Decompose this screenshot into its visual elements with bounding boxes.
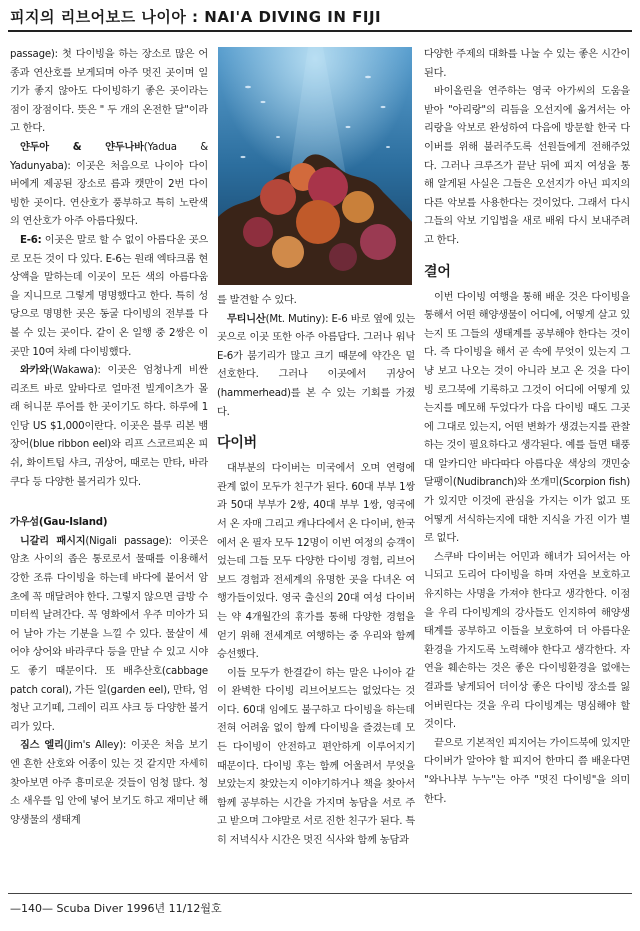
page-footer: —140— Scuba Diver 1996년 11/12월호: [10, 902, 222, 915]
left-paragraph-6: [10, 737, 208, 830]
mid-paragraph-1-text: (Mt. Mutiny): E-6 바로 옆에 있는 곳으로 이곳 또한 아주 아름답다. 그러나 워낙 E-6가 붐기리가 많고 크기 때문에 약간은 덜 선호한다. 그러나 이곳에서 귀상어(hammerhead)를 본 수 있는 기회를 가졌다.: [217, 313, 415, 418]
coral-reef-illustration: [218, 47, 412, 285]
section-gau-island: 가우섬(Gau-Island): [10, 517, 108, 529]
section-divers: 다이버: [217, 435, 257, 452]
right-paragraph-2: 바이올린을 연주하는 영국 아가씨의 도움을 받아 "아리랑"의 리듬을 오선지에 옮겨서는 아리랑을 악보로 완성하여 다음에 방문할 한국 다이버를 위해 불러주도록 선원들에게 전해주었다. 그러나 크루즈가 끝난 뒤에 피지 여성을 통해 알게된 사실은 그들은 오선지가 아닌 피지의 다른 악보를 사용한다는 것이었다. 그래서 다시 그들의 악보 기입법을 새로 배워 다시 보내주려고 한다.: [424, 86, 630, 246]
right-paragraph-4: 스쿠바 다이버는 어민과 해녀가 되어서는 아니되고 도리어 다이빙을 하며 자연을 보호하고 유지하는 사명을 가져야 한다고 생각한다. 이점을 우리 다이빙계의 강사들도 인지하여 해양생태계를 공부하고 이들을 보호하여 더 아름다운 환경을 가지도록 노력해야 한다고 생각한다. 자연을 훼손하는 것은 좋은 다이빙환경을 없애는 결과를 낳게되어 더이상 좋은 다이빙 장소를 잃어버린다는 것을 우리 다이빙계는 명심해야 할 것이다.: [424, 551, 630, 731]
site-name-yadua: 얀두아 & 얀두나바: [20, 141, 144, 153]
right-paragraph-5: 끝으로 기본적인 피지어는 가이드북에 있지만 다이버가 알아야 할 피지어 한마디 쯤 배운다면 "와나나부 누누"는 아주 "멋진 다이빙"을 의미한다.: [424, 737, 630, 805]
left-paragraph-2: [10, 139, 208, 232]
coral-reef-photo: [218, 47, 412, 285]
site-name-nigali: 니갈리 패시지: [20, 535, 86, 547]
left-paragraph-4-text: (Wakawa): 이곳은 엄청나게 비싼 리조트 바로 앞바다로 얼마전 빌게이츠가 몰래 허니문 루어를 한 곳이기도 하다. 하루에 1인당 US $1,000이란다. 이곳은 블루 리본 뱀장어(blue ribbon eel)와 리프 스코르피온 피쉬, 화이트팁 샤크, 귀상어, 때로는 만타, 바라쿠다 등 다양한 볼거리가 있다.: [10, 365, 208, 488]
right-paragraph-1: 다양한 주제의 대화를 나눌 수 있는 좋은 시간이 된다.: [424, 49, 630, 79]
middle-column: [217, 292, 415, 856]
site-name-mutiny: 무티니산: [227, 313, 266, 325]
mid-paragraph-1: [217, 311, 415, 423]
header-title: 피지의 리브어보드 나이아 : NAI'A DIVING IN FIJI: [10, 8, 382, 26]
left-paragraph-6-text: (Jim's Alley): 이곳은 처음 보기엔 흔한 산호와 어종이 있는 것 같지만 자세히 찾아보면 아주 흥미로운 것들이 엄청 많다. 청소 새우를 입 안에 넣어 보기도 하고 재미난 해양생물의 생태계: [10, 740, 208, 826]
right-paragraph-3: 이번 다이빙 여행을 통해 배운 것은 다이빙을 통해서 어떤 해양생물이 어디에, 어떻게 살고 있는지 또 그들의 생태계를 공부해야 한다는 것이다. 즉 다이빙을 해서 곧 속에 무엇이 있는지 그냥 보고 나오는 것이 아니라 보고 온 것을 다이빙 로그북에 기록하고 그것이 어디에 어떻게 있는지를 메모해 두었다가 다음 다이빙 때도 그곳에 그대로 있는지, 어떤 변화가 생겼는지를 관찰하는 것이 필요하다고 생각된다. 예를 들면 태풍대 알카디안 바다따다 아름다운 색상의 갯민숭 달팽이(Nudibranch)와 쏘개미(Scorpion fish)가 있지만 이것에 관심을 가지는 이가 없고 또 어떻게 서식하는지에 대한 지식을 가진 이가 별로 없다.: [424, 291, 630, 545]
left-paragraph-5-text: (Nigali passage): 이곳은 암초 사이의 좁은 통로로서 물때를 이용해서 강한 조류 다이빙을 하는데 바다에 붙어서 암초에 꼭 매달려야 한다. 그렇지 않으면 급방 수 미터씩 날려간다. 꼭 영화에서 우주 미아가 되어 날아 가는 기분을 느낄 수 있다. 물살이 세어야 상어와 바라쿠다 등을 만날 수 있고 시야도 좋기 때문이다. 또 배추산호(cabbage patch coral), 가든 일(garden eel), 만타, 엄청난 고기떼, 그레이 리프 샤크 등 다양한 볼거리가 있다.: [10, 535, 208, 733]
left-paragraph-3-text: 이곳은 말로 할 수 없이 아름다운 곳으로 모든 것이 다 있다. E-6는 원래 엑타크롬 현상액을 말하는데 이곳이 모든 색의 아름다움을 지니므로 그렇게 명명했다고 한다. 특히 성당으로 명명한 곳은 동굴 다이빙의 전부를 다 볼 수 있는 곳이다. 같이 온 일행 중 2쌍은 이곳만 10여 차례 다이빙했다.: [10, 234, 208, 358]
left-paragraph-5: [10, 533, 208, 738]
left-paragraph-4: [10, 362, 208, 492]
site-name-e6: E-6:: [20, 234, 42, 246]
section-conclusion: 결어: [424, 263, 451, 280]
right-column: [424, 46, 630, 856]
site-name-wakawa: 와카와: [20, 365, 49, 377]
left-paragraph-2-text: (Yadua & Yadunyaba): 이곳은 처음으로 나이아 다이버에게 제공된 장소로 름과 캣만이 2번 다이빙한 곳이다. 연산호가 풍부하고 특히 노란색의 연산호가 아주 아름다웠다.: [10, 141, 208, 228]
left-paragraph-1: passage): 첫 다이빙을 하는 장소로 많은 어종과 연산호를 보게되며 아주 멋진 곳이며 일기가 좋지 않아도 다이빙하기 좋은 곳이라는 점이 장점이다. 뜻은 " 두 개의 온전한 달"이라고 한다.: [10, 49, 208, 135]
left-paragraph-3: [10, 232, 208, 362]
page-header: [0, 0, 640, 42]
left-column: [10, 46, 208, 856]
mid-paragraph-3: 이들 모두가 한결같이 하는 말은 나이아 같이 완벽한 다이빙 리브어보드는 없었다는 것이다. 60대 임에도 불구하고 다이빙을 하는데 전혀 어려움 없이 함께 다이빙을 즐겼는데 모든 다이빙이 안전하고 편안하게 이루어지기 때문이다. 다이빙 후는 함께 어울려서 무엇을 보았는지 찾았는지 이야기하거나 책을 찾아서 함께 공부하는 시간을 가지며 농담을 서로 주고 받으며 그야말로 서로 진한 친구가 된다. 특히 저녁식사 시간은 멋진 식사와 함께 농담과: [217, 667, 415, 847]
mid-paragraph-2: 대부분의 다이버는 미국에서 오며 연령에 관계 없이 모두가 친구가 된다. 60대 부부 1쌍과 50대 부부가 2쌍, 40대 부부 1쌍, 영국에서 온 자매 그리고 캐나다에서 온 다이버, 한국에서 온 필자 모두 12명이 이번 여정의 승객이었는데 그들 모두 다양한 다이빙 경험, 리브어보드 경험과 전세계의 유명한 곳을 다녀온 여행가들이었다. 영국 출신의 20대 여성 다이버는 약 4개월간의 휴가를 통해 다양한 경험을 얻기 위해 전세계로 여행하는 중 우리와 함께 승선했다.: [217, 463, 415, 661]
mid-paragraph-0: 를 발견할 수 있다.: [217, 295, 297, 306]
spacer: [10, 492, 208, 514]
footer-rule: [8, 893, 632, 894]
site-name-jims-alley: 짐스 엘리: [20, 740, 64, 752]
header-rule: [8, 30, 632, 32]
